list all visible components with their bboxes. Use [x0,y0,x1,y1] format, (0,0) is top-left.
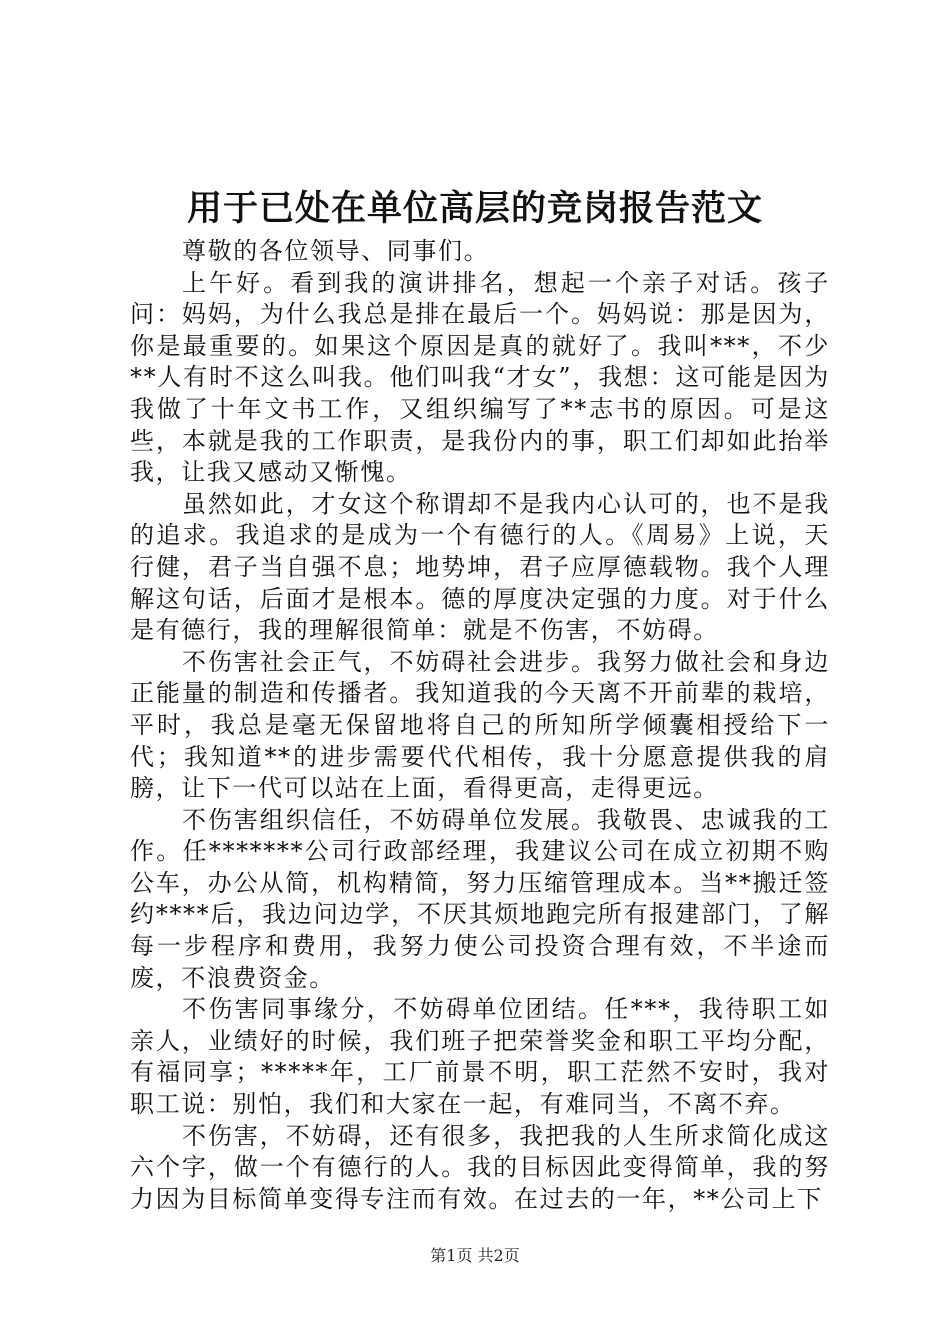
paragraph: 不伤害同事缘分，不妨碍单位团结。任***，我待职工如亲人，业绩好的时候，我们班子把荣誉奖金和职工平均分配，有福同享；*****年，工厂前景不明，职工茫然不安时，我对职工说：别怕，我们和大家在一起，有难同当，不离不弃。 [130,995,830,1119]
paragraph: 不伤害社会正气，不妨碍社会进步。我努力做社会和身边正能量的制造和传播者。我知道我的今天离不开前辈的栽培，平时，我总是毫无保留地将自己的所知所学倾囊相授给下一代；我知道**的进步需要代代相传，我十分愿意提供我的肩膀，让下一代可以站在上面，看得更高，走得更远。 [130,647,830,803]
paragraph: 虽然如此，才女这个称谓却不是我内心认可的，也不是我的追求。我追求的是成为一个有德行的人。《周易》上说，天行健，君子当自强不息；地势坤，君子应厚德载物。我个人理解这句话，后面才是根本。德的厚度决定强的力度。对于什么是有德行，我的理解很简单：就是不伤害，不妨碍。 [130,489,830,645]
document-body [130,236,830,1215]
paragraph: 不伤害，不妨碍，还有很多，我把我的人生所求简化成这六个字，做一个有德行的人。我的目标因此变得简单，我的努力因为目标简单变得专注而有效。在过去的一年，**公司上下 [130,1121,830,1213]
document-title: 用于已处在单位高层的竞岗报告范文 [186,188,763,229]
paragraph: 尊敬的各位领导、同事们。 [182,237,490,265]
paragraph: 不伤害组织信任，不妨碍单位发展。我敬畏、忠诚我的工作。任*******公司行政部经理，我建议公司在成立初期不购公车，办公从简，机构精简，努力压缩管理成本。当**搬迁签约****后，我边问边学，不厌其烦地跑完所有报建部门，了解每一步程序和费用，我努力使公司投资合理有效，不半途而废，不浪费资金。 [130,805,830,992]
page-number-footer: 第1页 共2页 [430,1246,520,1265]
paragraph: 上午好。看到我的演讲排名，想起一个亲子对话。孩子问：妈妈，为什么我总是排在最后一个。妈妈说：那是因为，你是最重要的。如果这个原因是真的就好了。我叫***，不少**人有时不这么叫我。他们叫我“才女”，我想：这可能是因为我做了十年文书工作，又组织编写了**志书的原因。可是这些，本就是我的工作职责，是我份内的事，职工们却如此抬举我，让我又感动又惭愧。 [130,268,830,487]
